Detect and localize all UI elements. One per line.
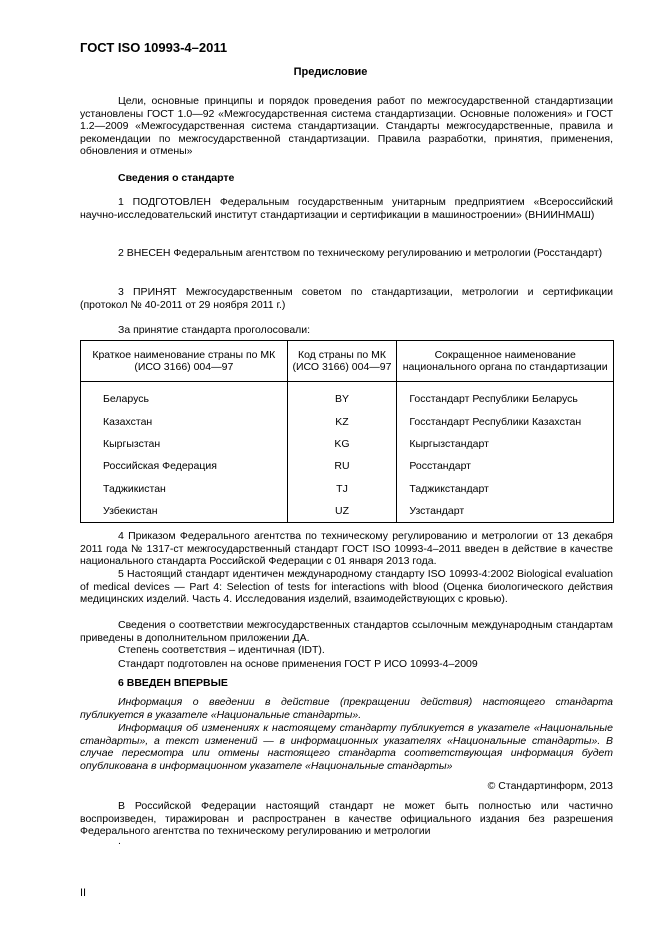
voted-caption bbox=[80, 324, 613, 337]
body-cell: Госстандарт Республики Беларусь bbox=[397, 382, 614, 411]
table-header-code: Код страны по МК (ИСО 3166) 004—97 bbox=[287, 341, 397, 382]
body-cell: Росстандарт bbox=[397, 455, 614, 477]
info-item-3 bbox=[80, 286, 613, 311]
body-cell: Таджикстандарт bbox=[397, 477, 614, 499]
degree-paragraph bbox=[80, 644, 613, 657]
info-item-2-text: 2 ВНЕСЕН Федеральным агентством по техническому регулированию и метрологии (Росстандарт) bbox=[118, 247, 603, 259]
based-paragraph bbox=[80, 658, 613, 671]
country-cell: Узбекистан bbox=[81, 500, 288, 523]
item-6 bbox=[80, 677, 613, 690]
item-5-text: 5 Настоящий стандарт идентичен международному стандарту ISO 10993-4:2002 Biological evaluation of medical devices — Part 4: Selection of tests for interactions with blood (Оценка биологического действия медицинских изделий. Часть 4. Исследования изделий, взаимодействующих с кровью). bbox=[80, 568, 613, 606]
code-cell: RU bbox=[287, 455, 397, 477]
copyright: © Стандартинформ, 2013 bbox=[487, 780, 613, 792]
table-row bbox=[81, 455, 614, 477]
voting-table bbox=[80, 340, 614, 523]
stray-mark-text: . bbox=[118, 835, 121, 847]
based-paragraph-text: Стандарт подготовлен на основе применения ГОСТ Р ИСО 10993-4–2009 bbox=[118, 658, 478, 670]
rights-paragraph-text: В Российской Федерации настоящий стандарт не может быть полностью или частично воспроизведен, тиражирован и распространен в качестве официального издания без разрешения Федерального агентства по техническому регулированию и метрологии bbox=[80, 800, 613, 838]
item-4 bbox=[80, 530, 613, 568]
country-cell: Казахстан bbox=[81, 411, 288, 433]
body-cell: Госстандарт Республики Казахстан bbox=[397, 411, 614, 433]
country-cell: Российская Федерация bbox=[81, 455, 288, 477]
code-cell: KZ bbox=[287, 411, 397, 433]
country-cell: Беларусь bbox=[81, 382, 288, 411]
foreword-intro-text: Цели, основные принципы и порядок проведения работ по межгосударственной стандартизации установлены ГОСТ 1.0—92 «Межгосударственная система стандартизации. Основные положения» и ГОСТ 1.2—2009 «Межгосударственная система стандартизации. Стандарты межгосударственные, правила и рекомендации по межгосударственной стандартизации. Правила разработки, принятия, применения, обновления и отмены» bbox=[80, 95, 613, 158]
foreword-title: Предисловие bbox=[293, 66, 368, 78]
voted-caption-text: За принятие стандарта проголосовали: bbox=[118, 324, 311, 336]
info-item-2 bbox=[80, 247, 613, 260]
degree-paragraph-text: Степень соответствия – идентичная (IDT). bbox=[118, 644, 325, 656]
item-5 bbox=[80, 568, 613, 606]
info-heading bbox=[80, 172, 613, 185]
code-cell: TJ bbox=[287, 477, 397, 499]
body-cell: Узстандарт bbox=[397, 500, 614, 523]
info-heading-text: Сведения о стандарте bbox=[118, 172, 235, 184]
code-cell: KG bbox=[287, 433, 397, 455]
item-6-text: 6 ВВЕДЕН ВПЕРВЫЕ bbox=[118, 677, 228, 689]
country-cell: Кыргызстан bbox=[81, 433, 288, 455]
foreword-intro bbox=[80, 95, 613, 158]
notice-paragraph-2 bbox=[80, 722, 613, 772]
notice-paragraph-1 bbox=[80, 696, 613, 721]
stray-mark bbox=[80, 835, 613, 848]
table-header-body: Сокращенное наименование национального органа по стандартизации bbox=[397, 341, 614, 382]
page-number: II bbox=[80, 887, 87, 899]
table-row bbox=[81, 433, 614, 455]
info-item-1-text: 1 ПОДГОТОВЛЕН Федеральным государственным унитарным предприятием «Всероссийский научно-исследовательский институт стандартизации и сертификации в машиностроении» (ВНИИНМАШ) bbox=[80, 196, 613, 221]
standard-header: ГОСТ ISO 10993-4–2011 bbox=[80, 40, 228, 55]
table-row bbox=[81, 382, 614, 411]
refs-paragraph bbox=[80, 619, 613, 644]
rights-paragraph bbox=[80, 800, 613, 838]
info-item-1 bbox=[80, 196, 613, 221]
refs-paragraph-text: Сведения о соответствии межгосударственных стандартов ссылочным международным стандартам приведены в дополнительном приложении ДА. bbox=[80, 619, 613, 644]
info-item-3-text: 3 ПРИНЯТ Межгосударственным советом по стандартизации, метрологии и сертификации (протокол № 40-2011 от 29 ноября 2011 г.) bbox=[80, 286, 613, 311]
notice-paragraph-2-text: Информация об изменениях к настоящему стандарту публикуется в указателе «Национальные стандарты», а текст изменений — в информационных указателях «Национальные стандарты». В случае пересмотра или отмены настоящего стандарта соответствующая информация будет опубликована в информационном указателе «Национальные стандарты» bbox=[80, 722, 613, 772]
table-header-country: Краткое наименование страны по МК (ИСО 3166) 004—97 bbox=[81, 341, 288, 382]
table-row bbox=[81, 500, 614, 523]
table-row bbox=[81, 411, 614, 433]
item-4-text: 4 Приказом Федерального агентства по техническому регулированию и метрологии от 13 декабря 2011 года № 1317-ст межгосударственный стандарт ГОСТ ISO 10993-4–2011 введен в действие в качестве национального стандарта Российской Федерации с 01 января 2013 года. bbox=[80, 530, 613, 568]
code-cell: UZ bbox=[287, 500, 397, 523]
table-row bbox=[81, 477, 614, 499]
country-cell: Таджикистан bbox=[81, 477, 288, 499]
notice-paragraph-1-text: Информация о введении в действие (прекращении действия) настоящего стандарта публикуется в указателе «Национальные стандарты». bbox=[80, 696, 613, 721]
body-cell: Кыргызстандарт bbox=[397, 433, 614, 455]
code-cell: BY bbox=[287, 382, 397, 411]
